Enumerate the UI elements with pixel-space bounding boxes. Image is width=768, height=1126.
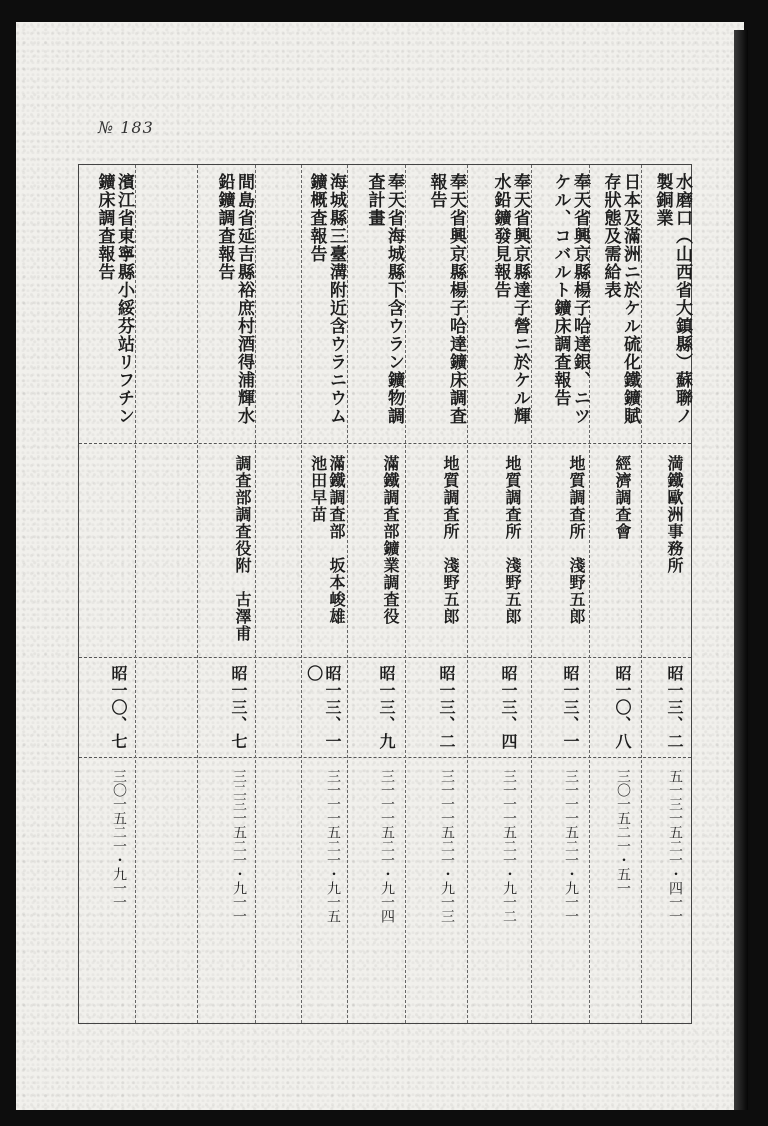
entry-number: 三二三一五二一・九一一 [231,769,247,923]
entry-number: 五一三一五二一・四一一 [667,769,683,923]
catalog-table [78,164,692,1024]
entry-author: 滿鐵調査部 坂本峻雄 池田早苗 [308,455,346,642]
band-divider [79,657,691,658]
entry-title: 日本及滿洲ニ於ケル硫化鐵鑛賦存狀態及需給表 [600,173,640,425]
row-divider [347,165,348,1023]
entry-title: 水磨口（山西省大鎮縣）蘇聯ノ製銅業 [652,173,692,425]
entry-title: 濱江省東寧縣小綏芬站リフチン鑛床調査報告 [94,173,134,425]
band-divider [79,443,691,444]
entry-date: 昭一〇、八 [613,665,632,750]
row-divider [197,165,198,1023]
entry-number: 三一一一五二一・九一四 [379,769,395,923]
row-divider [531,165,532,1023]
entry-date: 昭一三、七 [229,665,248,750]
entry-date: 昭一三、九 [377,665,396,750]
entry-number: 三〇一五二一・九一一 [111,769,127,909]
entry-date: 昭一三、一 [561,665,580,750]
entry-author: 調査部調査役附 古澤甫 [233,455,252,642]
entry-title: 奉天省興京縣楊子哈達鑛床調査報告 [426,173,466,425]
entry-number: 三一一一五二一・九一二 [501,769,517,923]
entry-date: 昭一三、二 [437,665,456,750]
band-divider [79,757,691,758]
entry-author: 満鐵歐洲事務所 [665,455,684,574]
entry-date: 昭一三、一〇 [304,665,342,750]
entry-author: 地質調査所 淺野五郎 [503,455,522,625]
entry-author: 滿鐵調査部鑛業調査役 [381,455,400,625]
entry-author [91,455,127,651]
entry-title: 間島省延吉縣裕庶村酒得浦輝水鉛鑛調査報告 [214,173,254,425]
row-divider [255,165,256,1023]
entry-author: 經濟調查會 [613,455,632,540]
entry-title: 奉天省興京縣達子營ニ於ケル輝水鉛鑛發見報告 [490,173,530,425]
entry-date: 昭一〇、七 [109,665,128,750]
entry-title: 海城縣三臺溝附近含ウラニウム鑛概査報告 [306,173,346,425]
entry-number: 三一一一五二一・九一五 [325,769,341,923]
entry-title: 奉天省興京縣楊子哈達銀、ニツケル、コバルト鑛床調査報告 [550,173,590,425]
entry-author: 地質調査所 淺野五郎 [441,455,460,625]
entry-number: 三一一一五二一・九一三 [439,769,455,923]
entry-date: 昭一三、四 [499,665,518,750]
row-divider [467,165,468,1023]
binding-spine [734,30,748,1110]
entry-author: 地質調査所 淺野五郎 [567,455,586,625]
entry-number: 三一一一五二一・九一一 [563,769,579,923]
row-divider [135,165,136,1023]
entry-number: 三〇一五二一・五一 [615,769,631,895]
row-divider [405,165,406,1023]
page-number: № 183 [98,118,154,137]
entry-date: 昭一三、二 [665,665,684,750]
entry-title: 奉天省海城縣下含ウラン鑛物調査計畫 [364,173,404,425]
